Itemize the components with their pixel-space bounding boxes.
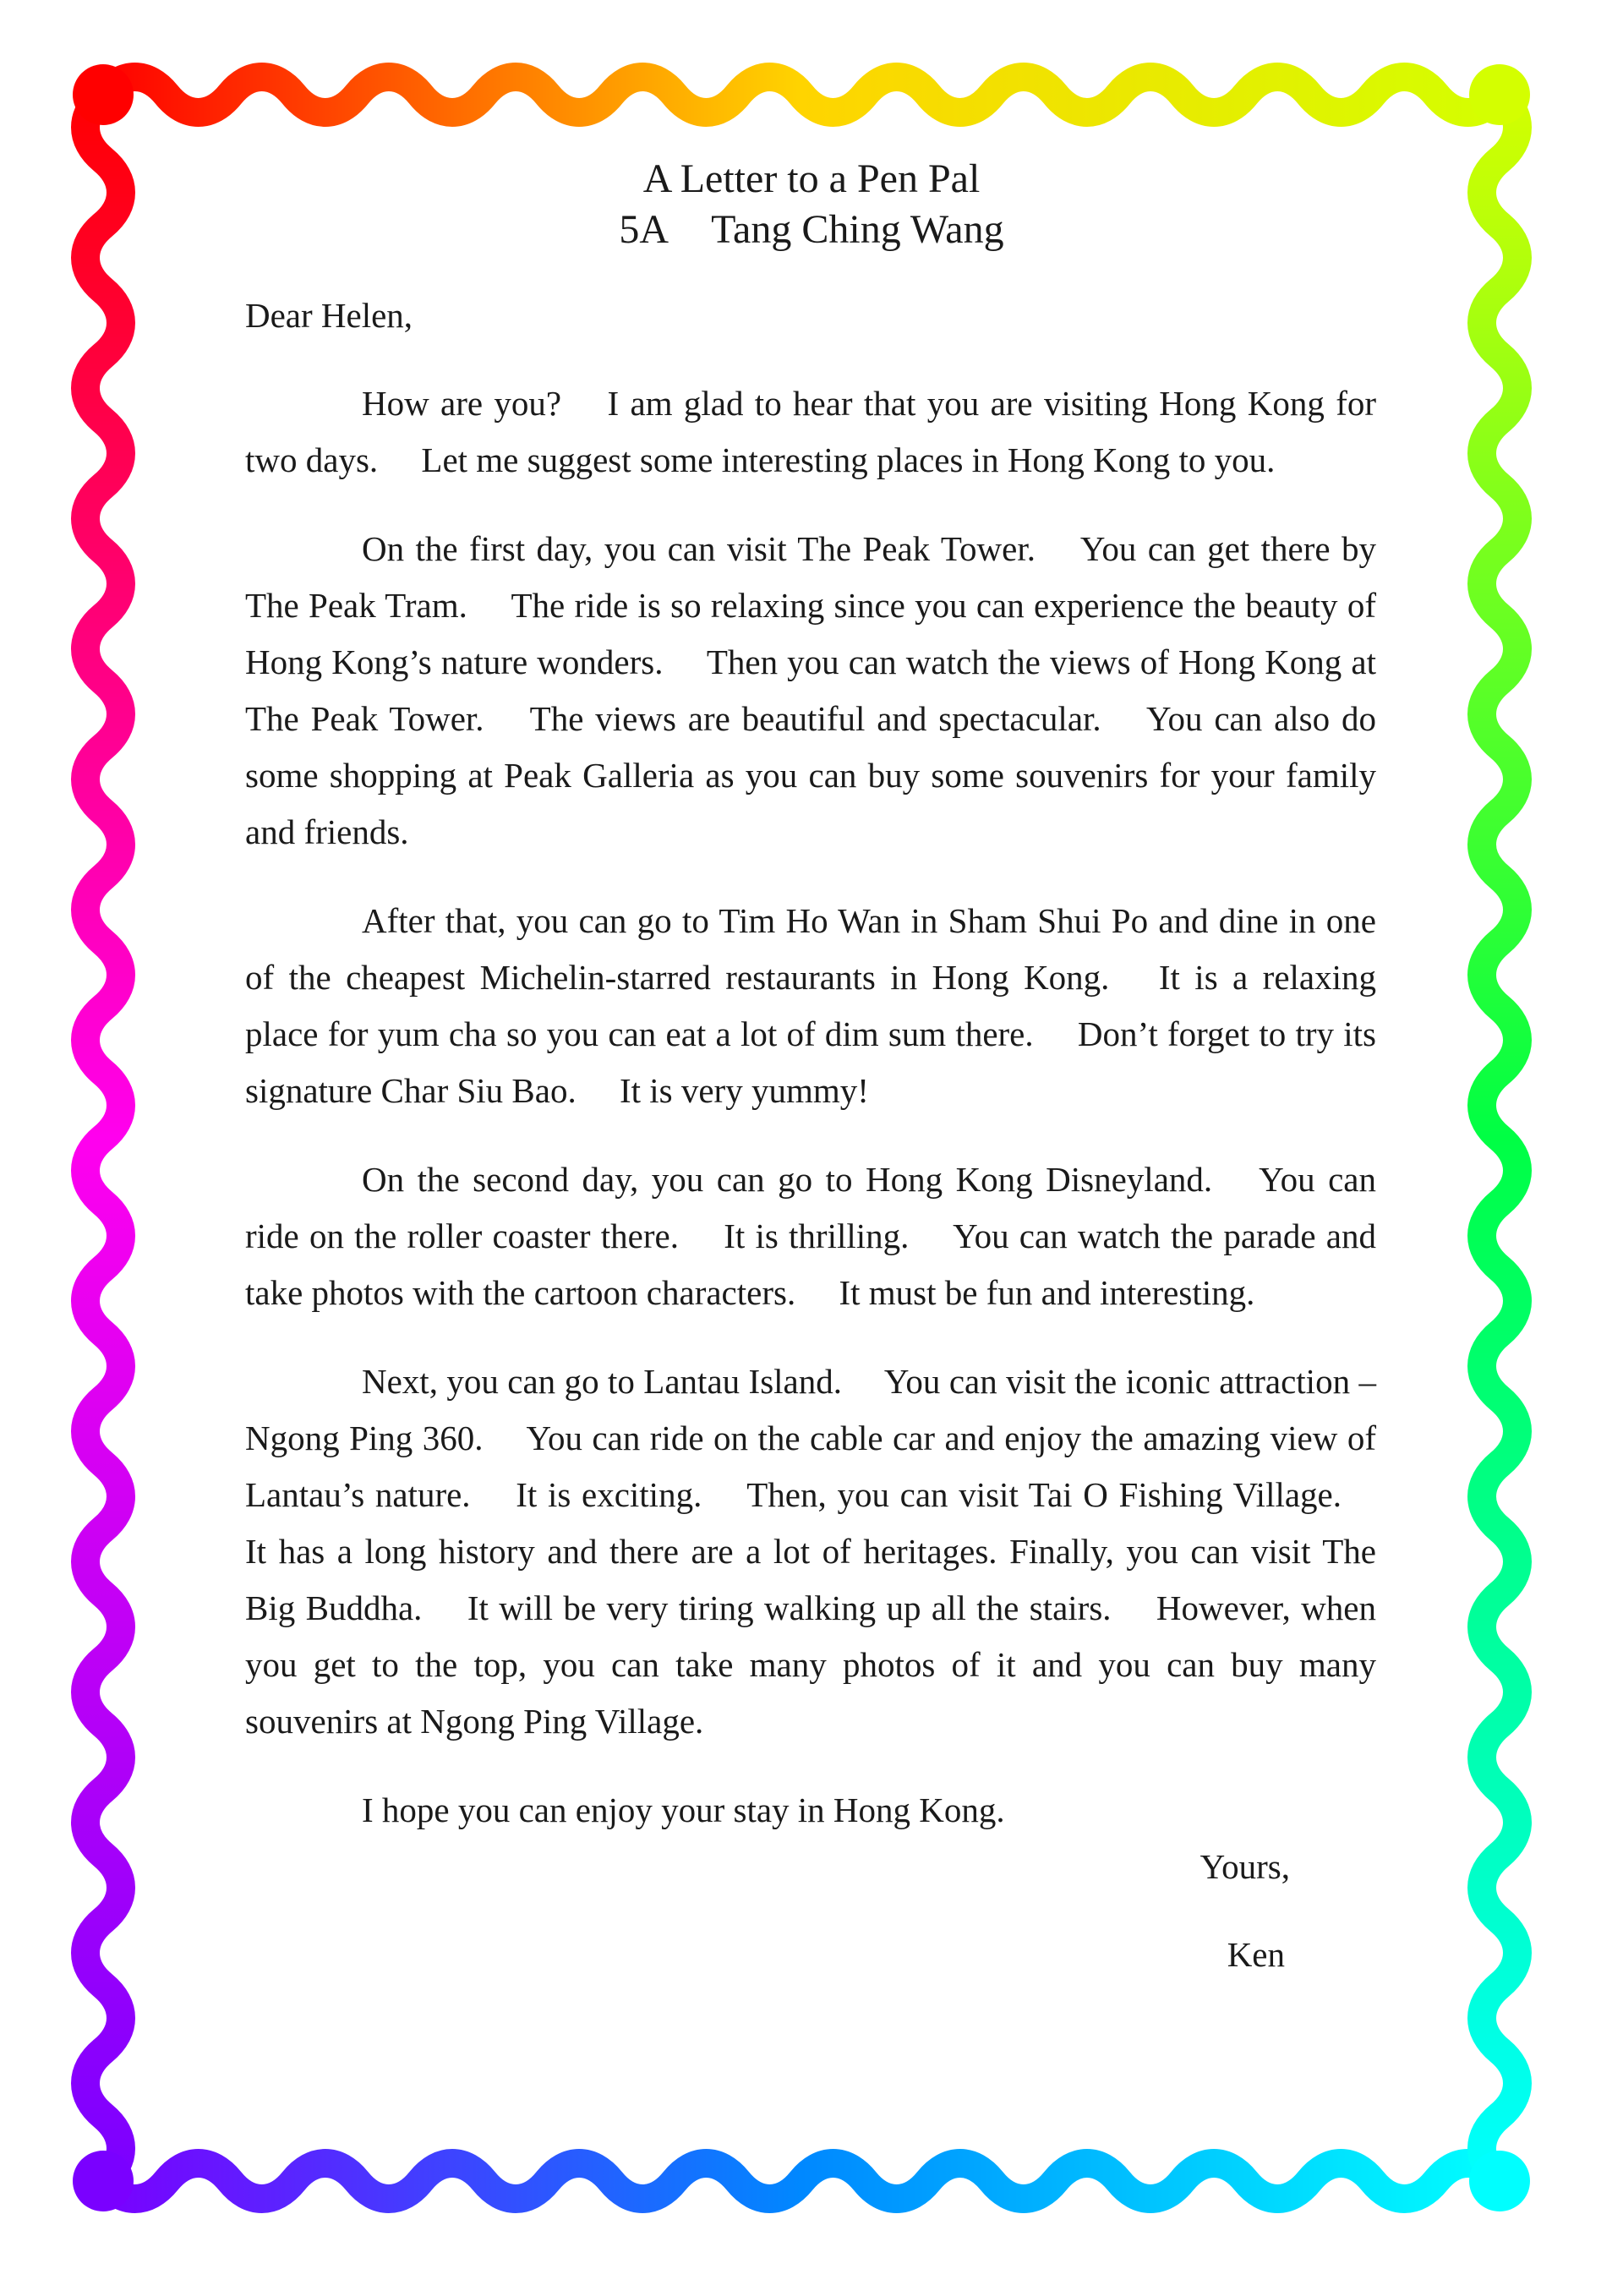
- letter-header: [0, 154, 1623, 255]
- border-corner-bottom-right: [1469, 2151, 1530, 2211]
- letter-body: [245, 287, 1376, 1983]
- author-class: 5A: [619, 207, 669, 252]
- paragraph-tim-ho-wan: After that, you can go to Tim Ho Wan in Sham Shui Po and dine in one of the cheapest Michelin-starred restaurants in Hong Kong. It is a relaxing place for yum cha so you can eat a lot of dim sum there. Don’t forget to try its signature Char Siu Bao. It is very yummy!: [245, 901, 1376, 1110]
- paragraph-peak-tower: On the first day, you can visit The Peak Tower. You can get there by The Peak Tram. The ride is so relaxing since you can experience the beauty of Hong Kong’s nature wonders. Then you can watch the views of Hong Kong at The Peak Tower. The views are beautiful and spectacular. You can also do some shopping at Peak Galleria as you can buy some souvenirs for your family and friends.: [245, 529, 1376, 851]
- border-wave-right: [1482, 95, 1517, 2181]
- border-corner-bottom-left: [73, 2151, 134, 2211]
- sign-off: Yours,: [1199, 1847, 1290, 1886]
- border-corner-top-right: [1469, 64, 1530, 125]
- closing-line: I hope you can enjoy your stay in Hong Kong.: [362, 1790, 1005, 1829]
- salutation: Dear Helen,: [245, 296, 413, 335]
- paragraph-greeting: How are you? I am glad to hear that you are visiting Hong Kong for two days. Let me suggest some interesting places in Hong Kong to you.: [245, 384, 1376, 479]
- border-corner-top-left: [73, 64, 134, 125]
- border-wave-top: [103, 77, 1500, 112]
- author-name: Tang Ching Wang: [711, 207, 1004, 252]
- paragraph-lantau-island: Next, you can go to Lantau Island. You can visit the iconic attraction – Ngong Ping 360. You can ride on the cable car and enjoy the amazing view of Lantau’s nature. It is exciting. Then, you can visit Tai O Fishing Village. It has a long history and there are a lot of heritages. Finally, you can visit The Big Buddha. It will be very tiring walking up all the stairs. However, when you get to the top, you can take many photos of it and you can buy many souvenirs at Ngong Ping Village.: [245, 1362, 1376, 1741]
- letter-title: A Letter to a Pen Pal: [642, 156, 981, 201]
- sender-name: Ken: [1227, 1935, 1285, 1974]
- paragraph-disneyland: On the second day, you can go to Hong Kong Disneyland. You can ride on the roller coaster there. It is thrilling. You can watch the parade and take photos with the cartoon characters. It must be fun and interesting.: [245, 1160, 1376, 1312]
- border-wave-left: [85, 95, 121, 2181]
- border-wave-bottom: [103, 2163, 1500, 2199]
- author-line: [0, 205, 1623, 255]
